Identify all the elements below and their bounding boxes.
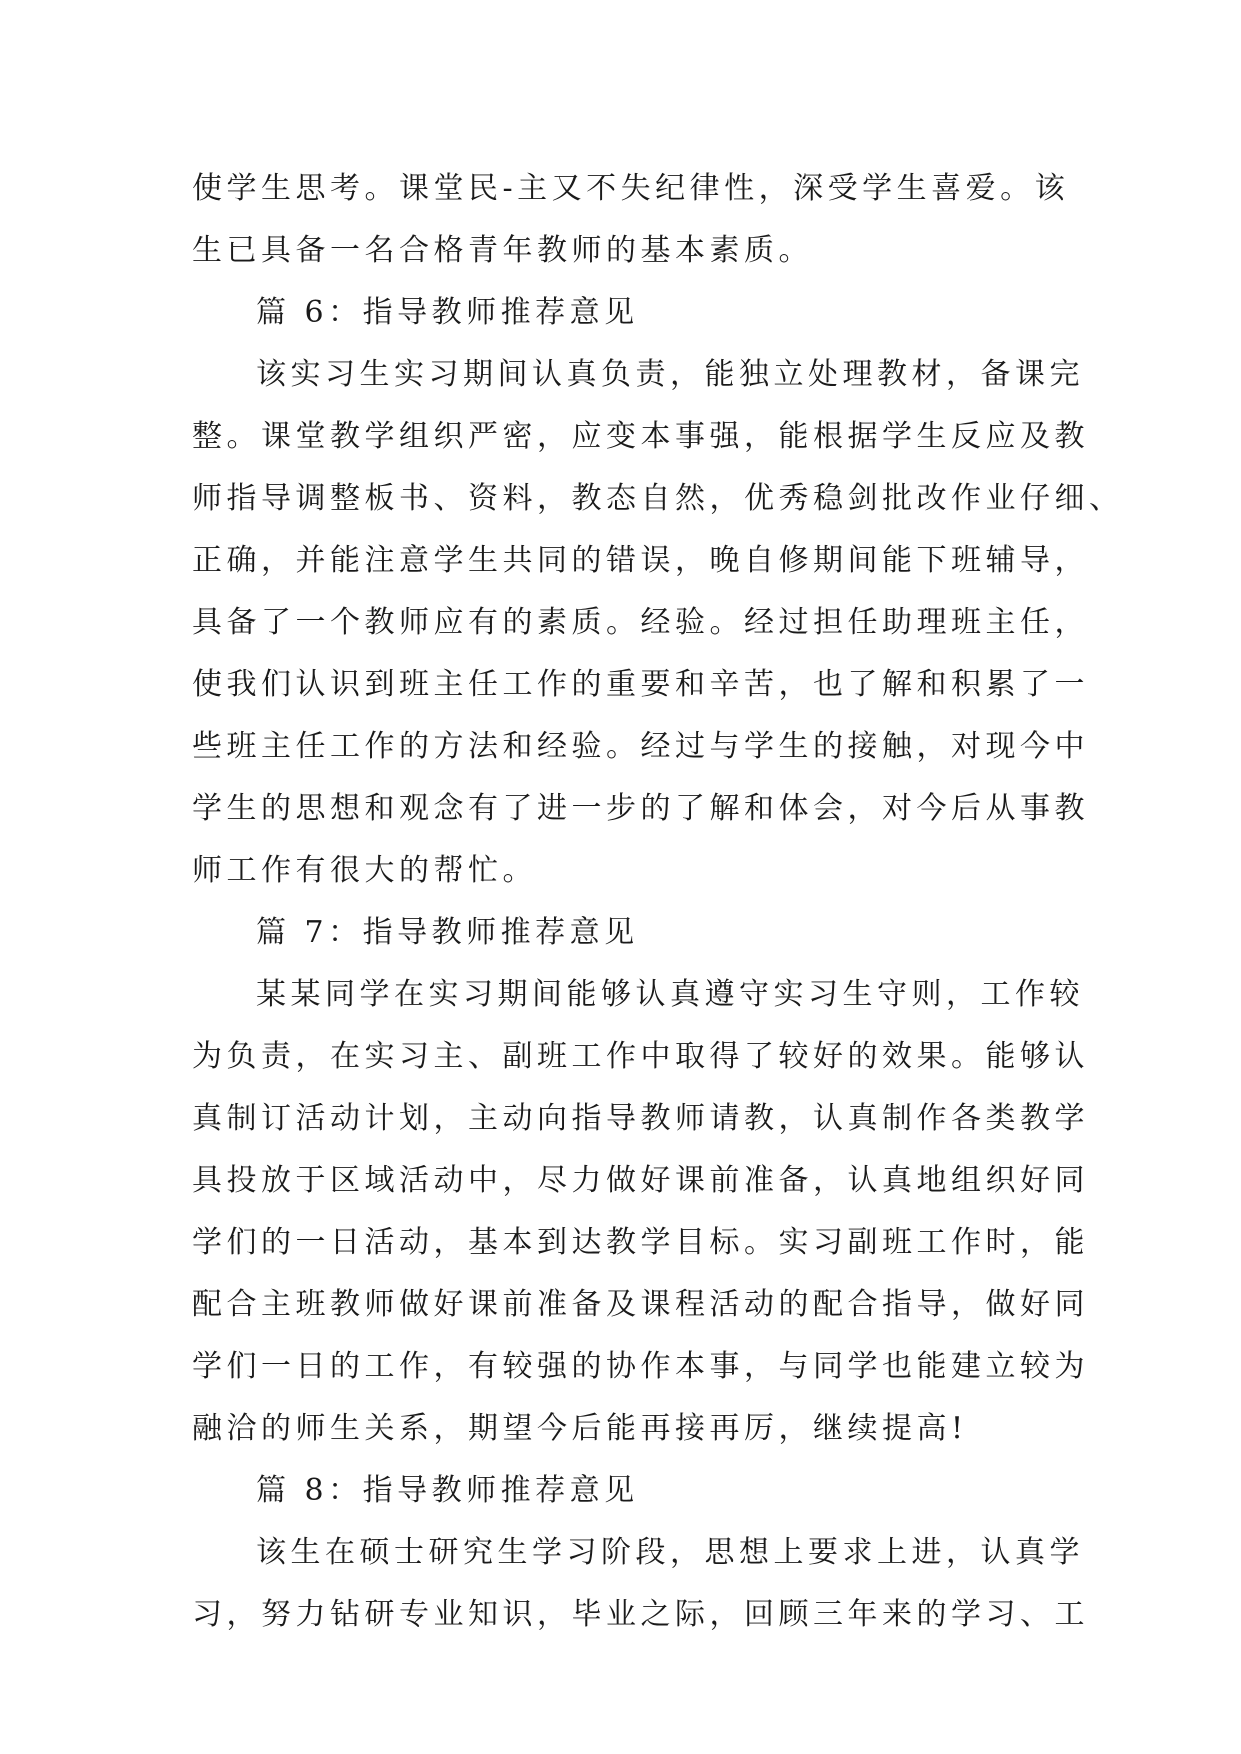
paragraph-line: 具备了一个教师应有的素质。经验。经过担任助理班主任， <box>192 605 1089 640</box>
paragraph-line: 习，努力钻研专业知识，毕业之际，回顾三年来的学习、工 <box>192 1597 1089 1632</box>
paragraph-line: 使我们认识到班主任工作的重要和辛苦，也了解和积累了一 <box>192 667 1089 702</box>
paragraph-line: 具投放于区域活动中，尽力做好课前准备，认真地组织好同 <box>192 1163 1089 1198</box>
paragraph-line: 某某同学在实习期间能够认真遵守实习生守则，工作较 <box>256 977 1084 1012</box>
paragraph-line: 为负责，在实习主、副班工作中取得了较好的效果。能够认 <box>192 1039 1089 1074</box>
paragraph-line: 学们一日的工作，有较强的协作本事，与同学也能建立较为 <box>192 1349 1089 1384</box>
heading-text: 篇 8：指导教师推荐意见 <box>256 1473 639 1508</box>
paragraph <box>192 344 1124 902</box>
paragraph-line: 使学生思考。课堂民-主又不失纪律性，深受学生喜爱。该 <box>192 171 1070 206</box>
paragraph-line: 真制订活动计划，主动向指导教师请教，认真制作各类教学 <box>192 1101 1089 1136</box>
section-heading <box>192 282 1062 344</box>
paragraph-line: 该生在硕士研究生学习阶段，思想上要求上进，认真学 <box>256 1535 1084 1570</box>
paragraph-line: 学生的思想和观念有了进一步的了解和体会，对今后从事教 <box>192 791 1089 826</box>
paragraph-line: 整。课堂教学组织严密，应变本事强，能根据学生反应及教 <box>192 419 1089 454</box>
paragraph <box>192 158 1070 282</box>
paragraph <box>192 1522 1089 1646</box>
paragraph-line: 该实习生实习期间认真负责，能独立处理教材，备课完 <box>256 357 1084 392</box>
section-heading <box>192 1460 1062 1522</box>
paragraph <box>192 964 1089 1460</box>
document-body <box>192 158 1124 1646</box>
heading-text: 篇 6：指导教师推荐意见 <box>256 295 639 330</box>
paragraph-line: 配合主班教师做好课前准备及课程活动的配合指导，做好同 <box>192 1287 1089 1322</box>
paragraph-line: 师指导调整板书、资料，教态自然，优秀稳剑批改作业仔细、 <box>192 481 1124 516</box>
paragraph-line: 师工作有很大的帮忙。 <box>192 853 537 888</box>
section-heading <box>192 902 1062 964</box>
paragraph-line: 融洽的师生关系，期望今后能再接再厉，继续提高! <box>192 1411 968 1446</box>
paragraph-line: 些班主任工作的方法和经验。经过与学生的接触，对现今中 <box>192 729 1089 764</box>
paragraph-line: 学们的一日活动，基本到达教学目标。实习副班工作时，能 <box>192 1225 1089 1260</box>
paragraph-line: 正确，并能注意学生共同的错误，晚自修期间能下班辅导， <box>192 543 1089 578</box>
paragraph-line: 生已具备一名合格青年教师的基本素质。 <box>192 233 813 268</box>
heading-text: 篇 7：指导教师推荐意见 <box>256 915 639 950</box>
